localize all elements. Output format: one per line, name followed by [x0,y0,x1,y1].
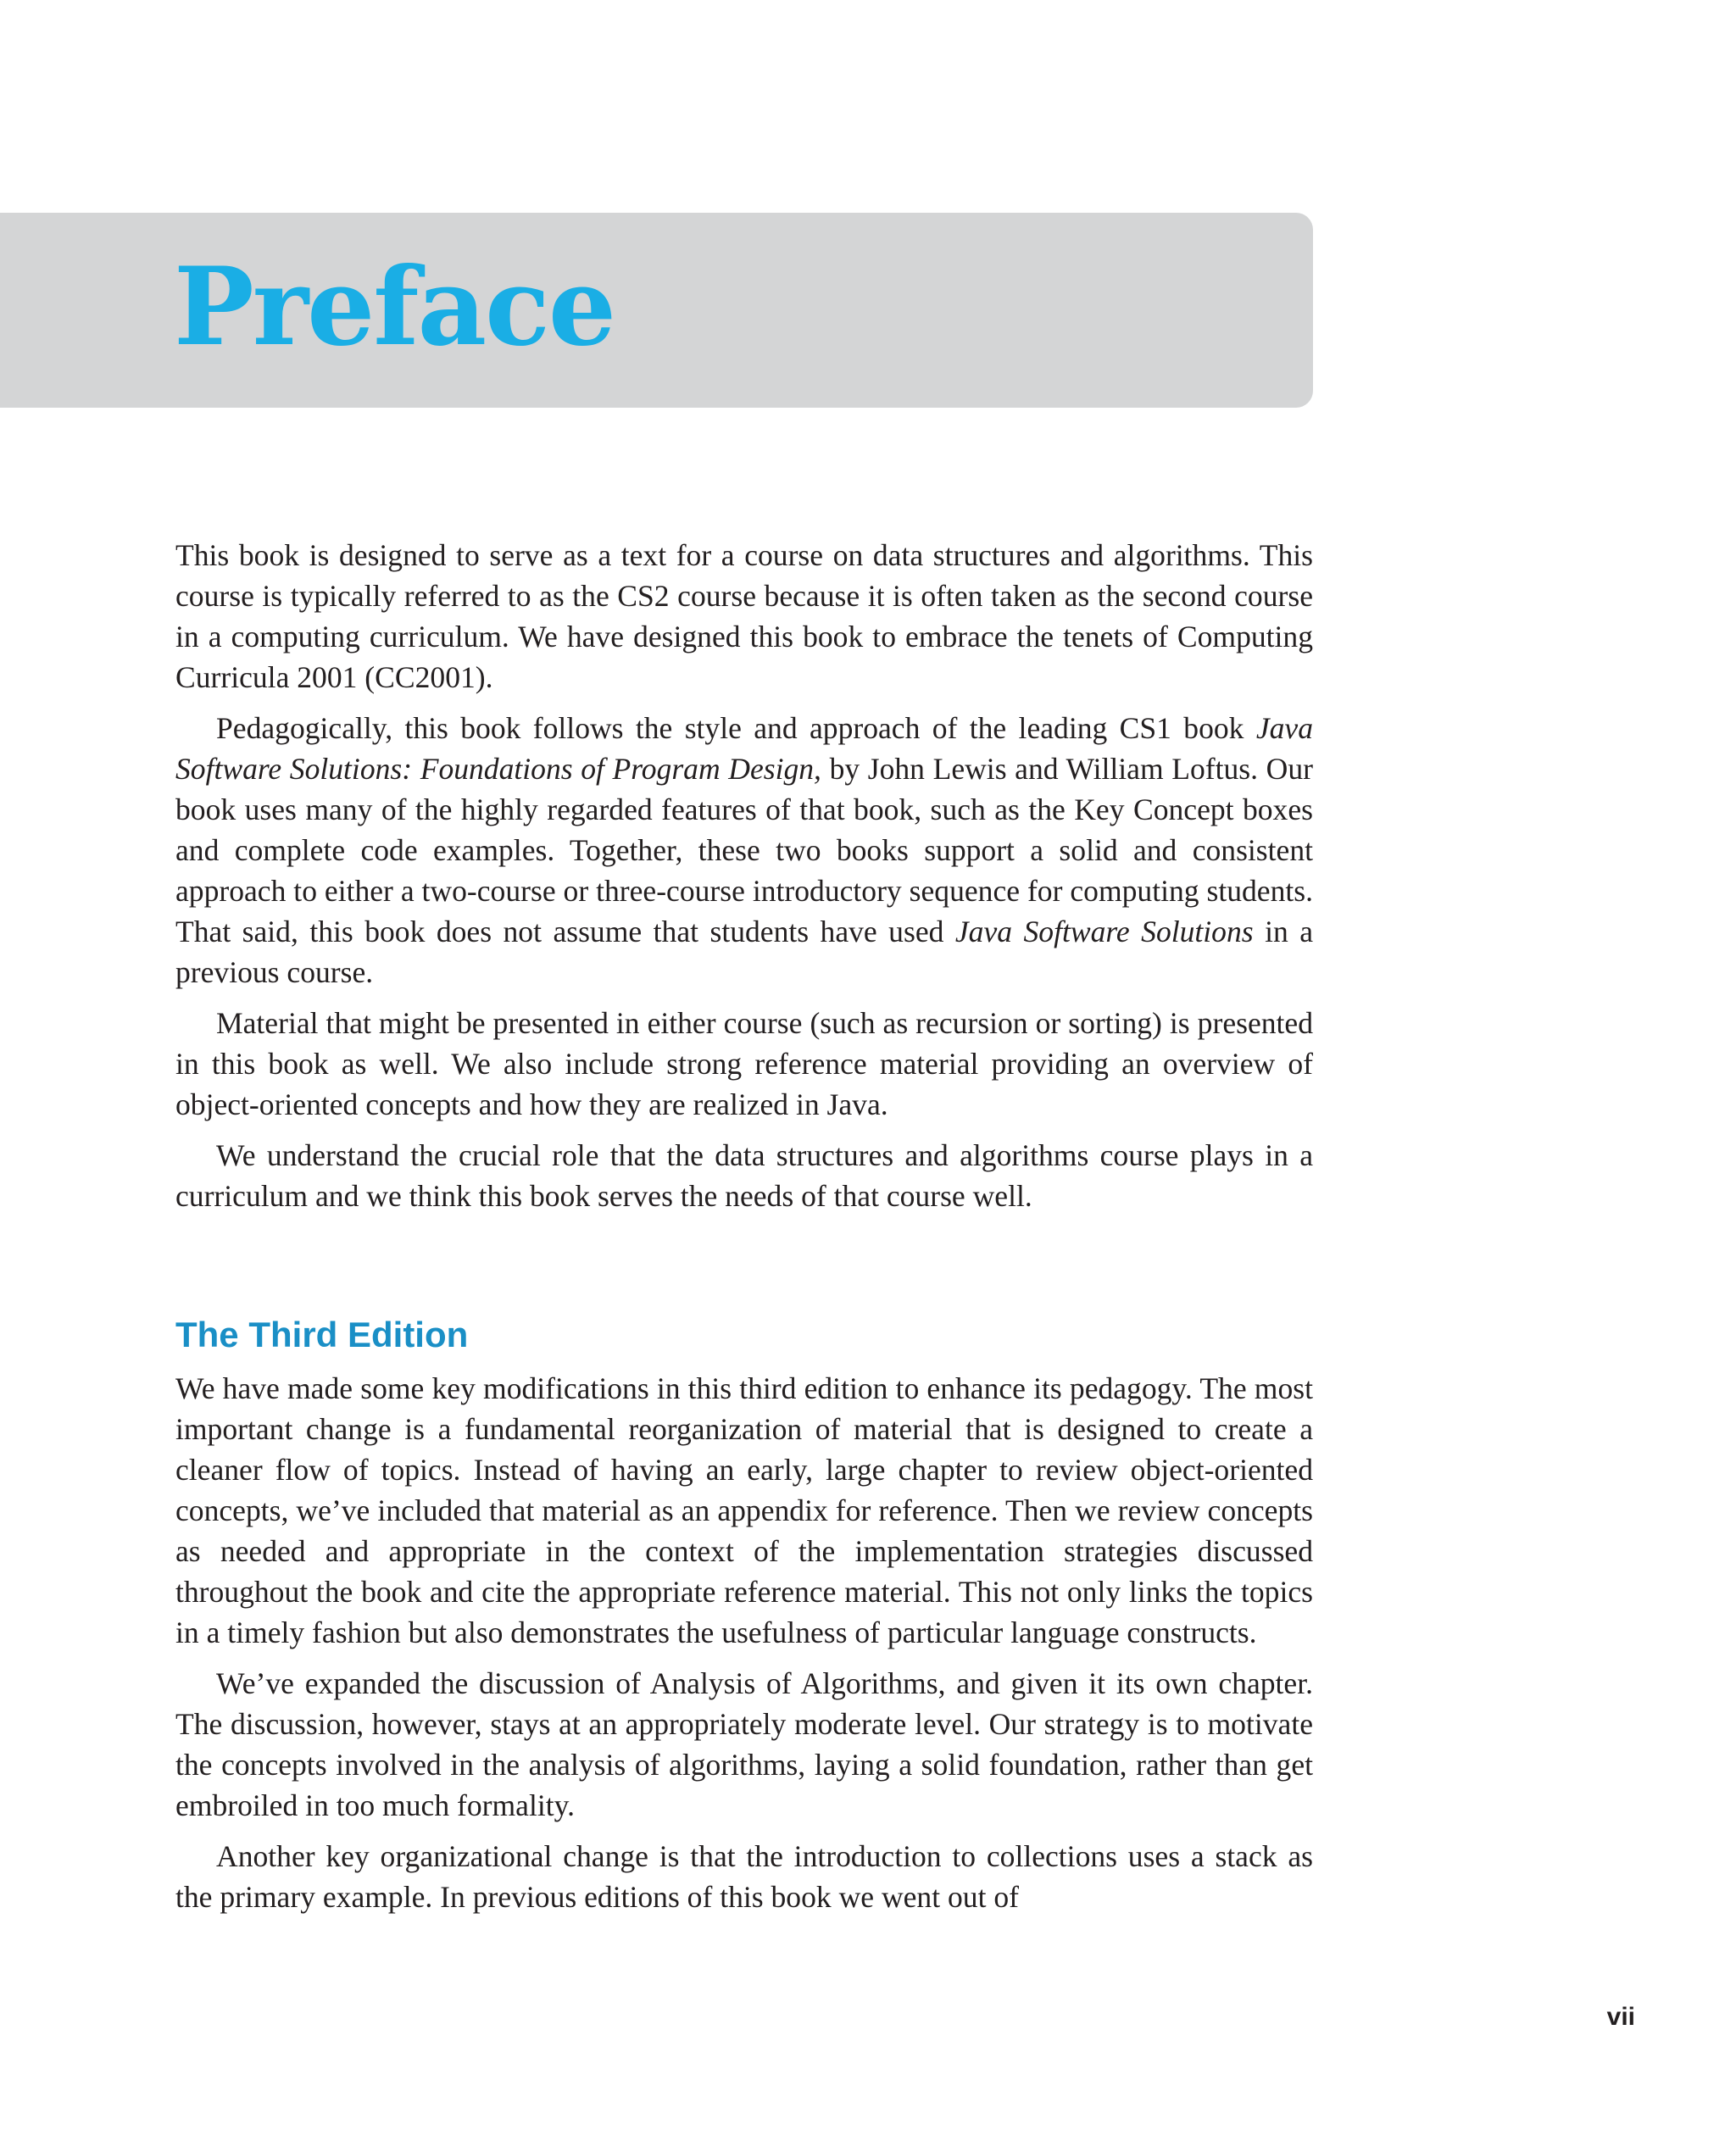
book-title-italic: Java Software Solutions [954,915,1254,948]
paragraph: Another key organizational change is that the introduction to collections uses a stack as the primary example. In previous editions of this book we went out of [175,1839,1313,1914]
text-run: in a previous course. [175,915,1314,989]
paragraph: Material that might be presented in either course (such as recursion or sorting) is presented in this book as well. We also include strong reference material providing an overview of object-oriented concepts and how they are realized in Java. [175,1006,1313,1121]
book-title-italic: Java Software Solutions: Foundations of Program Design, [175,711,1313,786]
text-run: Pedagogically, this book follows the style and approach of the leading CS1 book [216,711,1256,745]
paragraph: We understand the crucial role that the data structures and algorithms course plays in a curriculum and we think this book serves the needs of that course well. [175,1138,1313,1213]
text-run: by John Lewis and William Loftus. Our book uses many of the highly regarded features of that book, such as the Key Concept boxes and complete code examples. Together, these two books support a solid and consistent approach to either a two-course or three-course introductory sequence for computing students. That said, this book does not assume that students have used [175,752,1313,948]
paragraph: This book is designed to serve as a text for a course on data structures and algorithms. This course is typically referred to as the CS2 course because it is often taken as the second course in a computing curriculum. We have designed this book to embrace the tenets of Computing Curricula 2001 (CC2001). [175,538,1313,694]
paragraph: We’ve expanded the discussion of Analysis of Algorithms, and given it its own chapter. The discussion, however, stays at an appropriately moderate level. Our strategy is to motivate the concepts involved in the analysis of algorithms, laying a solid foundation, rather than get embroiled in too much formality. [175,1666,1313,1822]
paragraph: We have made some key modifications in this third edition to enhance its pedagogy. The most important change is a fundamental reorganization of material that is designed to create a cleaner flow of topics. Instead of having an early, large chapter to review object-oriented concepts, we’ve included that material as an appendix for reference. Then we review concepts as needed and appropriate in the context of the implementation strategies discussed throughout the book and cite the appropriate reference material. This not only links the topics in a timely fashion but also demonstrates the usefulness of particular language constructs. [175,1371,1313,1649]
page-number: vii [1606,2003,1635,2031]
page-title: Preface [174,244,615,370]
body-text [175,535,1313,1927]
paragraph [175,708,1313,993]
section-heading: The Third Edition [175,1315,469,1354]
